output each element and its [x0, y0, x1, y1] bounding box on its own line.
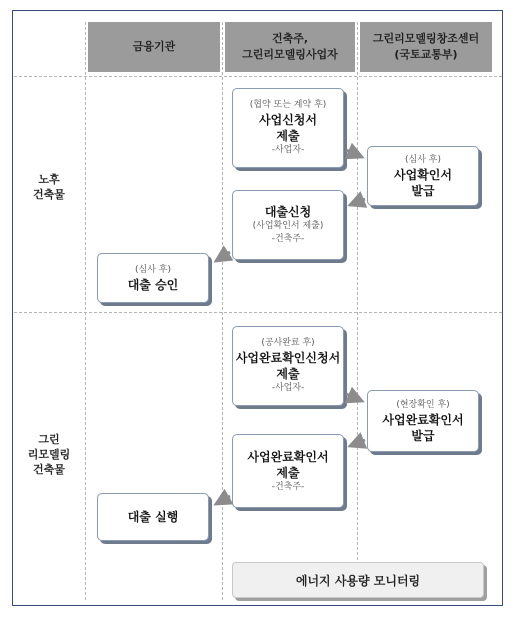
box-title: 사업확인서 발급	[394, 167, 452, 198]
box-note: (심사 후)	[405, 154, 441, 165]
header-owner: 건축주, 그린리모델링사업자	[225, 22, 355, 72]
box-actor: -건축주-	[271, 481, 305, 492]
flow-arrow	[346, 150, 362, 157]
row-label-green-building: 그린 리모델링 건축물	[27, 433, 71, 476]
box-title: 사업완료확인서 발급	[382, 412, 464, 443]
box-actor: -사업자-	[271, 145, 305, 155]
header-finance: 금융기관	[88, 22, 220, 72]
flow-arrow	[350, 199, 365, 205]
flow-arrow	[216, 496, 230, 504]
box-title: 대출신청	[264, 205, 312, 219]
flow-arrow	[350, 440, 365, 446]
box-title: 대출 실행	[127, 510, 179, 524]
box-note: (공사완료 후)	[261, 338, 315, 348]
row-label-old-building: 노후 건축물	[33, 173, 65, 201]
box-note: (현장확인 후)	[396, 399, 450, 410]
box-actor: -사업자-	[271, 383, 305, 393]
flow-arrow	[346, 394, 362, 401]
energy-monitoring-bar: 에너지 사용량 모니터링	[232, 562, 484, 598]
box-note: (협약 또는 계약 후)	[249, 100, 327, 110]
box-title: 사업신청서 제출	[259, 113, 317, 143]
box-sub: (사업확인서 제출)	[252, 221, 324, 231]
box-title: 대출 승인	[127, 277, 179, 292]
box-title: 사업완료확인서 제출	[247, 449, 329, 480]
box-title: 사업완료확인신청서 제출	[235, 351, 341, 381]
box-note: (심사 후)	[135, 264, 171, 275]
header-center: 그린리모델링창조센터 (국토교통부)	[360, 22, 492, 72]
flow-arrow	[216, 252, 230, 261]
box-actor: -건축주-	[271, 234, 305, 244]
